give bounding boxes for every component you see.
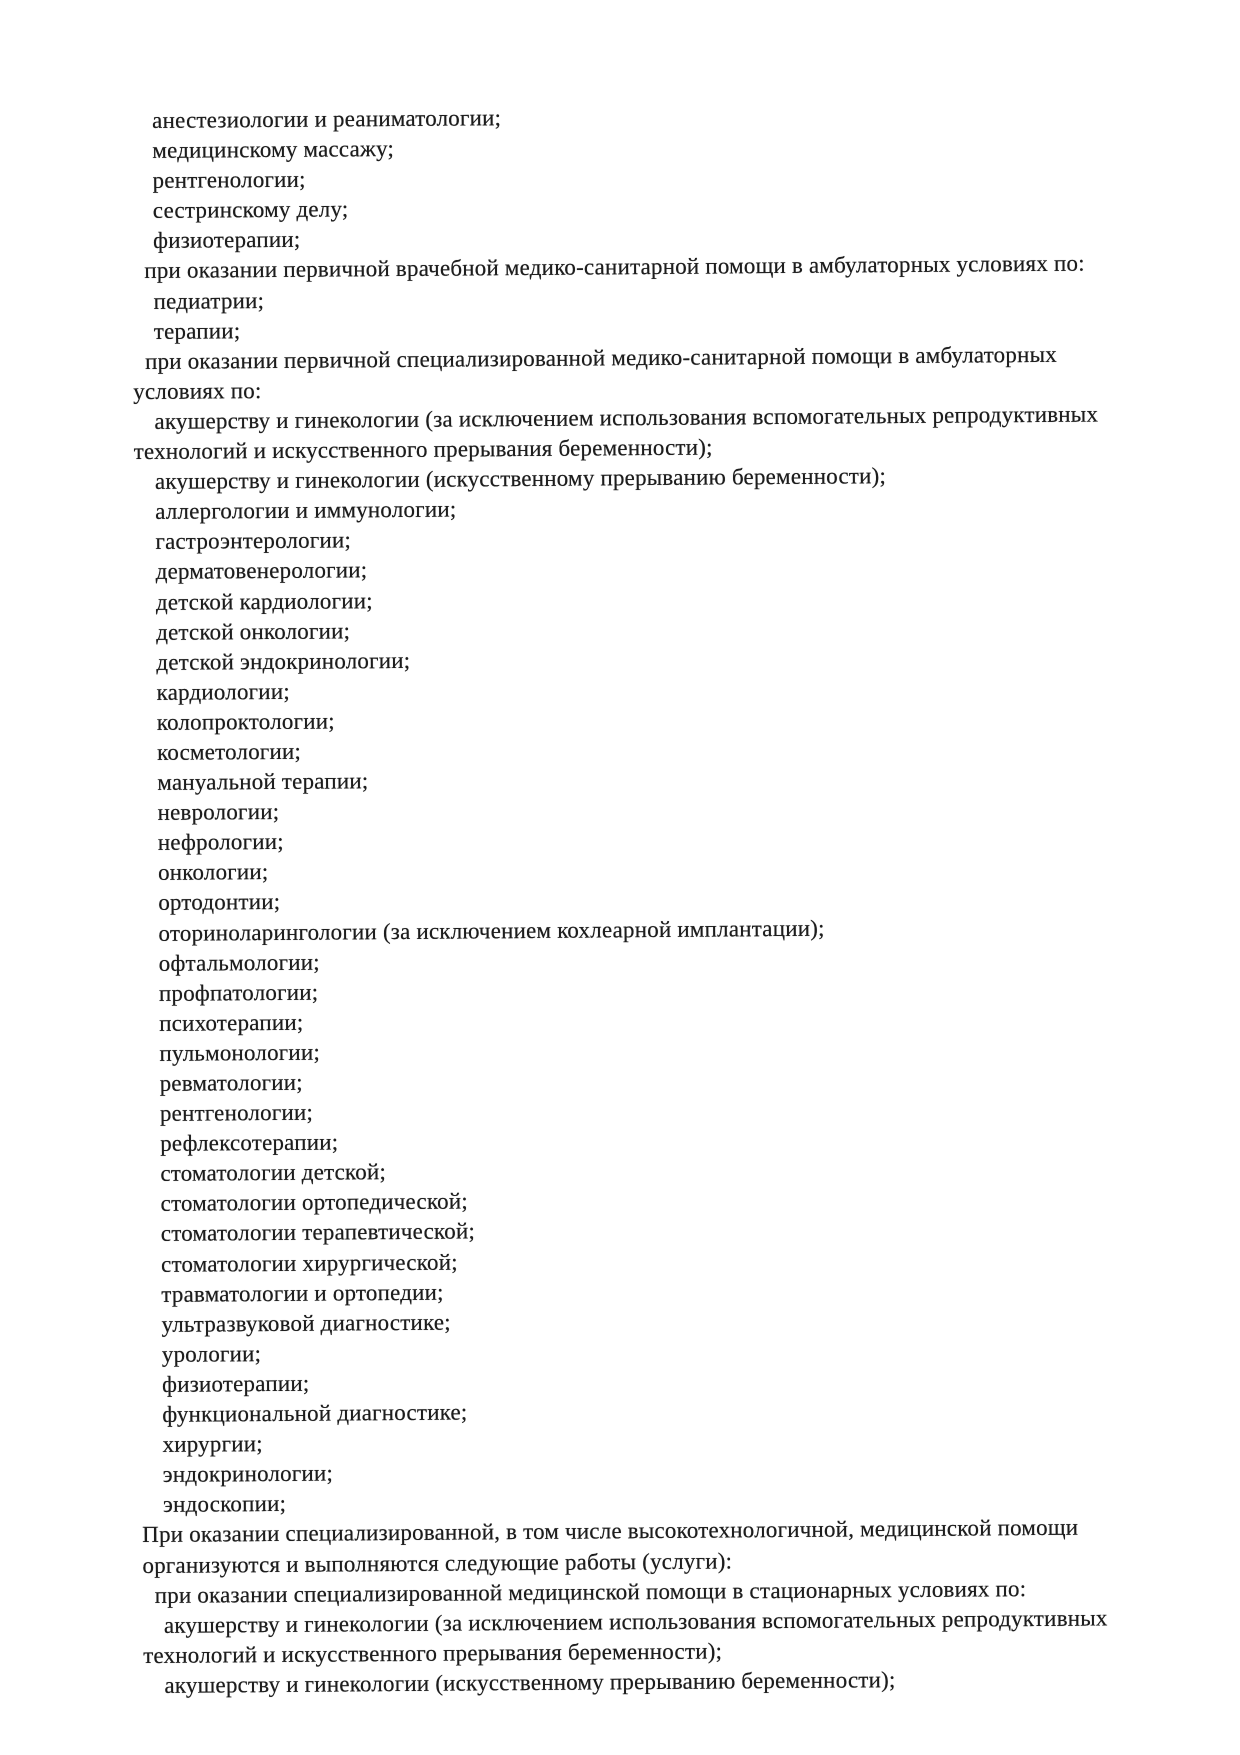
document-line: рентгенологии; [159,1099,314,1126]
document-line: детской кардиологии; [155,587,373,615]
document-line: ревматологии; [159,1069,303,1096]
document-line: функциональной диагностике; [162,1399,468,1427]
document-line: педиатрии; [153,287,265,314]
document-line: ортодонтии; [158,889,281,916]
document-line: эндоскопии; [162,1491,287,1518]
document-line: хирургии; [162,1431,263,1457]
document-line: медицинскому массажу; [152,136,395,163]
document-line: акушерству и гинекологии (искусственному прерыванию беременности); [164,1666,896,1698]
document-line: стоматологии терапевтической; [160,1218,476,1247]
document-line: стоматологии детской; [160,1159,387,1187]
document-line: нефрологии; [157,829,284,856]
document-line: оториноларингологии (за исключением кохлеарной имплантации); [158,915,825,946]
document-line: мануальной терапии; [157,768,369,795]
document-line: анестезиологии и реаниматологии; [152,105,502,133]
document-line: при оказании первичной специализированной медико-санитарной помощи в амбулаторных [144,341,1057,374]
document-line: дерматовенерологии; [155,557,368,585]
document-line: акушерству и гинекологии (за исключением использования вспомогательных репродуктивных [154,401,1099,434]
document-line: травматологии и ортопедии; [161,1279,444,1307]
document-text-block [0,97,1240,1702]
document-line: при оказании первичной врачебной медико-санитарной помощи в амбулаторных условиях по: [144,251,1085,284]
document-line: колопроктологии; [156,708,335,735]
document-line: условиях по: [133,377,262,404]
document-line: организуются и выполняются следующие работы (услуги): [142,1547,733,1578]
document-line: терапии; [153,317,241,344]
document-line: акушерству и гинекологии (искусственному прерыванию беременности); [154,463,887,495]
document-line: пульмонологии; [159,1039,321,1066]
document-line: акушерству и гинекологии (за исключением использования вспомогательных репродуктивных [163,1605,1108,1638]
document-line: детской онкологии; [156,617,351,645]
document-line: технологий и искусственного прерывания беременности); [133,434,713,465]
document-line: физиотерапии; [152,227,301,254]
document-line: профпатологии; [158,979,319,1006]
document-line: сестринскому делу; [152,196,349,224]
document-line: рентгенологии; [152,166,306,194]
document-line: ультразвуковой диагностике; [161,1309,451,1337]
document-line: урологии; [161,1340,262,1367]
document-line: при оказании специализированной медицинской помощи в стационарных условиях по: [154,1575,1027,1608]
document-line: неврологии; [157,799,280,826]
document-line: технологий и искусственного прерывания беременности); [143,1638,723,1668]
document-line: детской эндокринологии; [156,647,411,675]
document-line: косметологии; [156,738,302,765]
document-line: физиотерапии; [161,1370,310,1397]
document-line: аллергологии и иммунологии; [155,496,457,525]
document-line: кардиологии; [156,678,290,705]
document-line: стоматологии ортопедической; [160,1188,469,1217]
document-line: психотерапии; [159,1009,304,1036]
document-line: онкологии; [157,859,269,886]
document-line: При оказании специализированной, в том числе высокотехнологичной, медицинской помощи [142,1515,1079,1548]
document-line: стоматологии хирургической; [160,1249,458,1277]
document-line: эндокринологии; [162,1460,334,1488]
document-line: рефлексотерапии; [160,1129,339,1157]
document-line: офтальмологии; [158,949,320,976]
document-line: гастроэнтерологии; [155,527,352,555]
